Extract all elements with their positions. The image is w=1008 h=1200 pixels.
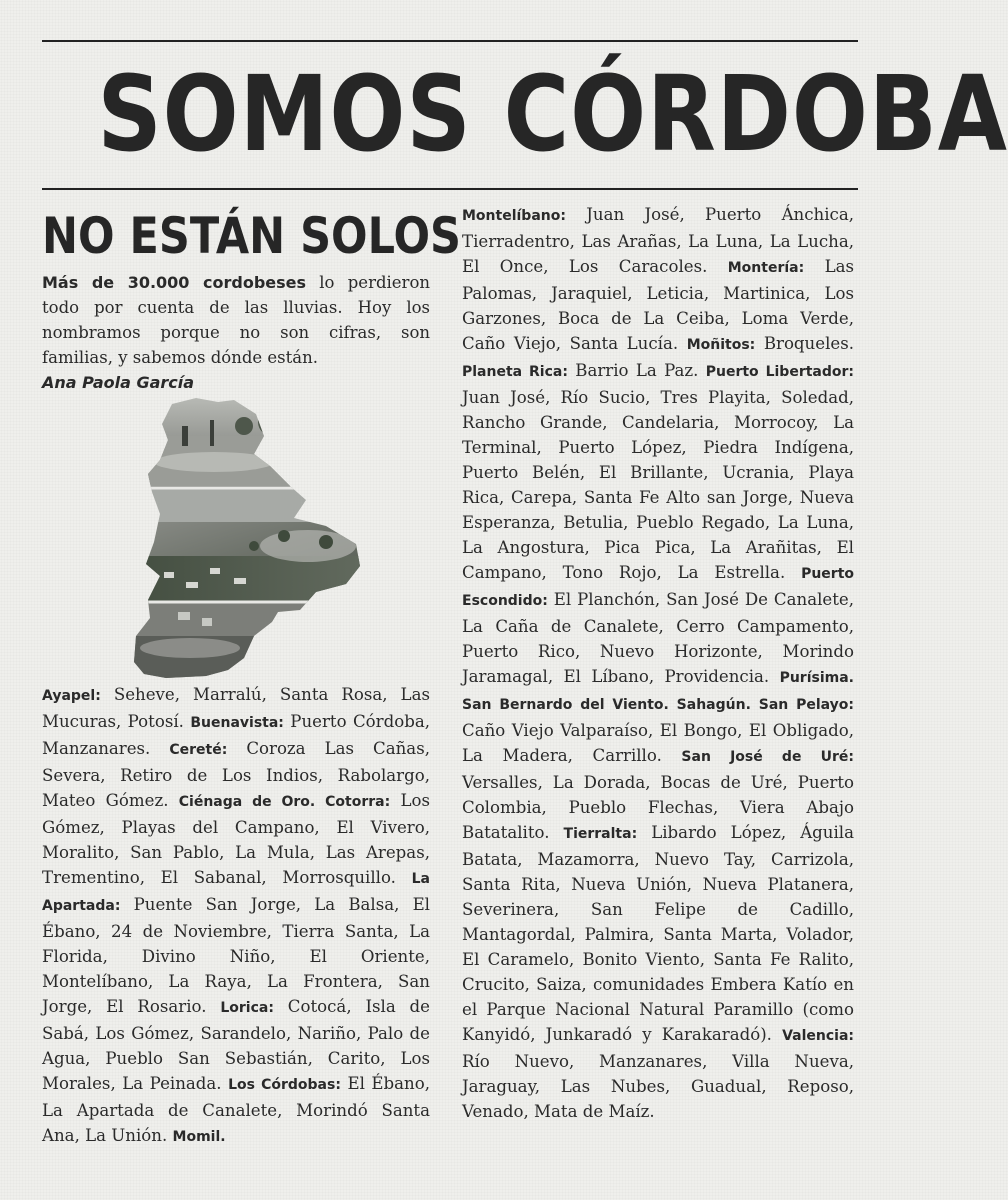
place-communities: Juan José, Puerto Ánchica, Tierradentro, Las Arañas, La Luna, La Lucha, El Once, Los Caracoles. <box>462 205 854 276</box>
headline: NO ESTÁN SOLOS <box>42 207 462 265</box>
place-communities: Libardo López, Águila Batata, Mazamorra, Nuevo Tay, Carrizola, Santa Rita, Nueva Unión, Nueva Platanera, Severinera, San Felipe de Cadillo, Mantagordal, Palmira, Santa Marta, Volador, El Caramelo, Bonito Viento, Santa Fe Ralito, Crucito, Saiza, comunidades Embera Katío en el Parque Nacional Natural Paramillo (como Kanyidó, Junkaradó y Karakaradó). <box>462 823 854 1044</box>
place-name: Moñitos: <box>686 337 756 353</box>
masthead-title: SOMOS CÓRDOBA <box>97 53 1008 175</box>
right-list-paragraph <box>462 202 854 1124</box>
place-name: Montelíbano: <box>462 208 566 224</box>
place-name: Buenavista: <box>190 715 284 731</box>
place-name: San José de Uré: <box>681 749 854 765</box>
place-name: La Apartada: <box>42 871 430 914</box>
place-name: Montería: <box>727 260 805 276</box>
place-name: Purísima. San Bernardo del Viento. Sahagún. San Pelayo: <box>462 670 854 713</box>
place-communities: Cotocá, Isla de Sabá, Los Gómez, Sarandelo, Nariño, Palo de Agua, Pueblo San Sebastián, Carito, Los Morales, La Peinada. <box>42 997 430 1093</box>
place-communities: Juan José, Río Sucio, Tres Playita, Soledad, Rancho Grande, Candelaria, Morrocoy, La Terminal, Puerto López, Piedra Indígena, Puerto Belén, El Brillante, Ucrania, Playa Rica, Carepa, Santa Fe Alto san Jorge, Nueva Esperanza, Betulia, Pueblo Regado, La Luna, La Angostura, Pica Pica, La Arañitas, El Campano, Tono Rojo, La Estrella. <box>462 388 854 582</box>
lead-paragraph <box>42 270 430 370</box>
place-name: Ayapel: <box>42 688 101 704</box>
left-column-list <box>42 682 430 1150</box>
masthead-rule <box>42 188 858 190</box>
place-communities: Seheve, Marralú, Santa Rosa, Las Mucuras, Potosí. <box>42 685 430 731</box>
place-communities: Los Gómez, Playas del Campano, El Vivero, Moralito, San Pablo, La Mula, Las Arepas, Trementino, El Sabanal, Morrosquillo. <box>42 791 430 887</box>
place-name: Ciénaga de Oro. Cotorra: <box>178 794 391 810</box>
left-column-intro <box>42 200 462 396</box>
place-name: Los Córdobas: <box>228 1077 341 1093</box>
right-column-list <box>462 202 854 1124</box>
place-communities: El Ébano, La Apartada de Canalete, Morindó Santa Ana, La Unión. <box>42 1074 430 1145</box>
place-name: Momil. <box>172 1129 226 1145</box>
place-communities: Puente San Jorge, La Balsa, El Ébano, 24 de Noviembre, Tierra Santa, La Florida, Divino Niño, El Oriente, Montelíbano, La Raya, La Frontera, San Jorge, El Rosario. <box>42 895 430 1016</box>
place-name: Planeta Rica: <box>462 364 568 380</box>
place-communities: Versalles, La Dorada, Bocas de Uré, Puerto Colombia, Pueblo Flechas, Viera Abajo Batatalito. <box>462 773 854 842</box>
place-communities: Barrio La Paz. <box>567 361 706 380</box>
place-communities: Caño Viejo Valparaíso, El Bongo, El Obligado, La Madera, Carrillo. <box>462 721 854 765</box>
place-communities: Broqueles. <box>755 334 854 353</box>
cordoba-map-icon <box>94 396 366 678</box>
place-name: Cereté: <box>169 742 228 758</box>
place-communities: El Planchón, San José De Canalete, La Caña de Canalete, Cerro Campamento, Puerto Rico, Nuevo Horizonte, Morindo Jaramagal, El Líbano, Providencia. <box>462 590 854 686</box>
lead-text: lo perdieron todo por cuenta de las lluvias. Hoy los nombramos porque no son cifras, son familias, y sabemos dónde están. <box>42 273 431 367</box>
cordoba-flood-map-image <box>94 396 366 678</box>
place-communities: Las Palomas, Jaraquiel, Leticia, Martinica, Los Garzones, Boca de La Ceiba, Loma Verde, Caño Viejo, Santa Lucía. <box>462 257 855 353</box>
lead-bold: Más de 30.000 cordobeses <box>42 273 307 292</box>
place-communities: Puerto Córdoba, Manzanares. <box>42 712 430 758</box>
byline: Ana Paola García <box>42 373 195 392</box>
place-name: Valencia: <box>782 1028 854 1044</box>
place-name: Puerto Libertador: <box>705 364 855 380</box>
left-list-paragraph <box>42 682 430 1150</box>
place-communities: Coroza Las Cañas, Severa, Retiro de Los Indios, Rabolargo, Mateo Gómez. <box>42 739 430 810</box>
place-communities: Río Nuevo, Manzanares, Villa Nueva, Jaraguay, Las Nubes, Guadual, Reposo, Venado, Mata de Maíz. <box>462 1052 854 1121</box>
top-rule <box>42 40 858 42</box>
place-name: Puerto Escondido: <box>462 566 854 609</box>
place-name: Lorica: <box>220 1000 274 1016</box>
place-name: Tierralta: <box>563 826 638 842</box>
